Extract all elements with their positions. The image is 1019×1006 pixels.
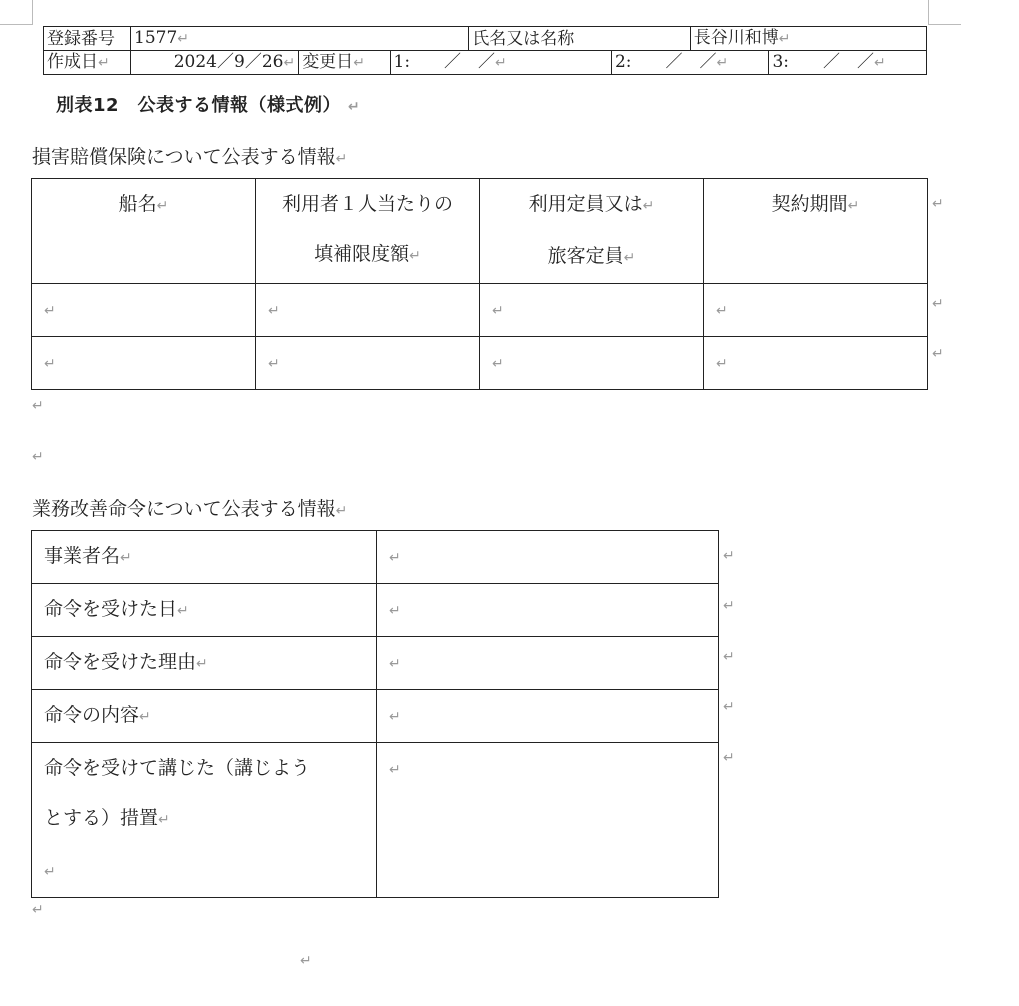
- name-label: 氏名又は名称: [469, 27, 690, 51]
- table-cell[interactable]: ↵: [704, 337, 928, 390]
- table-row: [32, 637, 719, 690]
- reg-number-label: 登録番号: [44, 27, 131, 51]
- table-cell[interactable]: ↵: [480, 337, 704, 390]
- table-cell[interactable]: ↵: [377, 690, 719, 743]
- paragraph-mark: ↵: [32, 449, 44, 465]
- table-cell[interactable]: ↵: [377, 584, 719, 637]
- row-end-mark: ↵: [723, 649, 735, 665]
- row-label-order-content: 命令の内容↵: [32, 690, 377, 743]
- reg-number-value: 1577↵: [131, 27, 469, 51]
- created-date-value: 2024／9／26↵: [131, 51, 299, 75]
- row-end-mark: ↵: [932, 346, 944, 362]
- table-cell[interactable]: ↵: [377, 531, 719, 584]
- insurance-table: [31, 178, 928, 390]
- col-ship-name: 船名↵: [32, 179, 256, 284]
- page-title: 別表12 公表する情報（様式例） ↵: [56, 95, 361, 116]
- paragraph-mark: ↵: [32, 902, 44, 918]
- row-label-order-date: 命令を受けた日↵: [32, 584, 377, 637]
- row-end-mark: ↵: [723, 750, 735, 766]
- table-row: [32, 584, 719, 637]
- table-row: [32, 284, 928, 337]
- registration-header-table: [43, 26, 927, 75]
- table-cell[interactable]: ↵: [377, 637, 719, 690]
- table-cell[interactable]: ↵: [704, 284, 928, 337]
- paragraph-mark: ↵: [300, 953, 312, 969]
- name-value: 長谷川和博↵: [690, 27, 926, 51]
- insurance-heading: 損害賠償保険について公表する情報↵: [32, 146, 348, 168]
- table-row: [32, 690, 719, 743]
- page-corner-mark-left: [0, 0, 33, 25]
- table-cell[interactable]: ↵: [256, 337, 480, 390]
- row-end-mark: ↵: [723, 548, 735, 564]
- table-row: [32, 743, 719, 898]
- row-label-company: 事業者名↵: [32, 531, 377, 584]
- order-heading: 業務改善命令について公表する情報↵: [32, 498, 348, 520]
- change-slot-2: 2: ／ ／↵: [611, 51, 769, 75]
- change-slot-3: 3: ／ ／↵: [769, 51, 927, 75]
- table-cell[interactable]: ↵: [32, 284, 256, 337]
- row-label-measures: 命令を受けて講じた（講じよう とする）措置↵ ↵: [32, 743, 377, 898]
- row-end-mark: ↵: [932, 296, 944, 312]
- row-end-mark: ↵: [932, 196, 944, 212]
- col-coverage-limit: 利用者１人当たりの 填補限度額↵: [256, 179, 480, 284]
- table-row: [32, 531, 719, 584]
- col-capacity: 利用定員又は↵ 旅客定員↵: [480, 179, 704, 284]
- table-cell[interactable]: ↵: [32, 337, 256, 390]
- row-end-mark: ↵: [723, 699, 735, 715]
- table-header-row: [32, 179, 928, 284]
- page-corner-mark-right: [928, 0, 961, 25]
- table-row: [32, 337, 928, 390]
- table-cell[interactable]: ↵: [480, 284, 704, 337]
- col-contract-period: 契約期間↵: [704, 179, 928, 284]
- created-date-label: 作成日↵: [44, 51, 131, 75]
- row-end-mark: ↵: [723, 598, 735, 614]
- table-cell[interactable]: ↵: [377, 743, 719, 898]
- paragraph-mark: ↵: [32, 398, 44, 414]
- order-table: [31, 530, 719, 898]
- table-cell[interactable]: ↵: [256, 284, 480, 337]
- change-slot-1: 1: ／ ／↵: [390, 51, 611, 75]
- changed-date-label: 変更日↵: [299, 51, 390, 75]
- row-label-order-reason: 命令を受けた理由↵: [32, 637, 377, 690]
